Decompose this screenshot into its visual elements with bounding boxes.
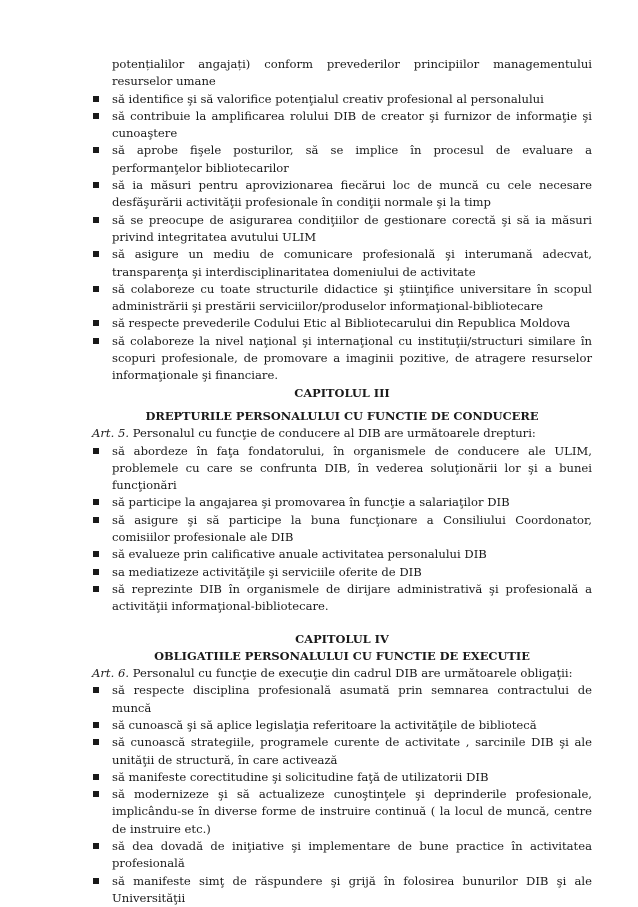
list-item: să asigure un mediu de comunicare profesională şi interumană adecvat, transparenţa şi interdisciplinaritatea domeniului de activitate xyxy=(92,246,592,281)
square-bullet-icon xyxy=(93,569,99,575)
square-bullet-icon xyxy=(93,286,99,292)
list-item: să cunoască şi să aplice legislaţia referitoare la activităţile de bibliotecă xyxy=(92,717,592,734)
square-bullet-icon xyxy=(93,586,99,592)
list-item: să respecte disciplina profesională asumată prin semnarea contractului de muncă xyxy=(92,682,592,717)
chapter-iv-heading: CAPITOLUL IV xyxy=(295,631,389,646)
staff-obligations-list xyxy=(92,682,592,907)
list-item: să se preocupe de asigurarea condiţiilor de gestionare corectă şi să ia măsuri privind integritatea avutului ULIM xyxy=(92,212,592,247)
square-bullet-icon xyxy=(93,499,99,505)
continuation-paragraph: potențialilor angajați) conform prevederilor principiilor managementului resurselor umane xyxy=(112,57,592,89)
square-bullet-icon xyxy=(93,739,99,745)
list-item: să colaboreze la nivel naţional şi internaţional cu instituţii/structuri similare în scopuri profesionale, de promovare a imaginii pozitive, de atragere resurselor informaţionale şi financiare. xyxy=(92,333,592,385)
article-6-intro: Art. 6. Personalul cu funcţie de execuţie din cadrul DIB are următoarele obligaţii: xyxy=(92,666,573,681)
list-item: să colaboreze cu toate structurile didactice şi ştiinţifice universitare în scopul administrării şi prestării serviciilor/produselor informaţional-bibliotecare xyxy=(92,281,592,316)
list-item: să asigure şi să participe la buna funcţionare a Consiliului Coordonator, comisiilor profesionale ale DIB xyxy=(92,512,592,547)
manager-rights-list xyxy=(92,443,592,616)
list-item: să cunoască strategiile, programele curente de activitate , sarcinile DIB şi ale unităţii de structură, în care activează xyxy=(92,734,592,769)
list-item: să contribuie la amplificarea rolului DIB de creator şi furnizor de informaţie şi cunoaştere xyxy=(92,108,592,143)
square-bullet-icon xyxy=(93,517,99,523)
square-bullet-icon xyxy=(93,320,99,326)
square-bullet-icon xyxy=(93,722,99,728)
article-label: Art. 5. xyxy=(92,426,130,441)
square-bullet-icon xyxy=(93,251,99,257)
square-bullet-icon xyxy=(93,217,99,223)
document-body xyxy=(92,56,592,907)
chapter-iii-heading: CAPITOLUL III xyxy=(294,385,390,400)
square-bullet-icon xyxy=(93,551,99,557)
square-bullet-icon xyxy=(93,182,99,188)
square-bullet-icon xyxy=(93,448,99,454)
list-item: să modernizeze şi să actualizeze cunoştinţele şi deprinderile profesionale, implicându-se în diverse forme de instruire continuă ( la locul de muncă, centre de instruire etc.) xyxy=(92,786,592,838)
chapter-iv-title: OBLIGATIILE PERSONALULUI CU FUNCTIE DE EXECUTIE xyxy=(154,648,530,663)
square-bullet-icon xyxy=(93,791,99,797)
square-bullet-icon xyxy=(93,878,99,884)
list-item: să manifeste simţ de răspundere şi grijă în folosirea bunurilor DIB şi ale Universităţii xyxy=(92,873,592,907)
article-label: Art. 6. xyxy=(92,666,130,681)
list-item: sa mediatizeze activităţile şi serviciile oferite de DIB xyxy=(92,564,592,581)
square-bullet-icon xyxy=(93,774,99,780)
list-item: să aprobe fişele posturilor, să se implice în procesul de evaluare a performanţelor bibliotecarilor xyxy=(92,142,592,177)
list-item: să evalueze prin calificative anuale activitatea personalului DIB xyxy=(92,546,592,563)
article-5-intro: Art. 5. Personalul cu funcţie de conducere al DIB are următoarele drepturi: xyxy=(92,426,536,441)
chapter-iii-title: DREPTURILE PERSONALULUI CU FUNCTIE DE CONDUCERE xyxy=(145,408,539,423)
square-bullet-icon xyxy=(93,338,99,344)
list-item: să participe la angajarea şi promovarea în funcţie a salariaţilor DIB xyxy=(92,494,592,511)
square-bullet-icon xyxy=(93,113,99,119)
list-item: să identifice şi să valorifice potenţialul creativ profesional al personalului xyxy=(92,91,592,108)
list-item: să dea dovadă de iniţiative şi implementare de bune practice în activitatea profesională xyxy=(92,838,592,873)
list-item: să ia măsuri pentru aprovizionarea fiecărui loc de muncă cu cele necesare desfăşurării activităţii profesionale în condiţii normale şi la timp xyxy=(92,177,592,212)
square-bullet-icon xyxy=(93,843,99,849)
list-item: să respecte prevederile Codului Etic al Bibliotecarului din Republica Moldova xyxy=(92,315,592,332)
list-item: să manifeste corectitudine şi solicitudine faţă de utilizatorii DIB xyxy=(92,769,592,786)
square-bullet-icon xyxy=(93,147,99,153)
square-bullet-icon xyxy=(93,96,99,102)
list-item: să abordeze în faţa fondatorului, în organismele de conducere ale ULIM, problemele cu care se confrunta DIB, în vederea soluţionării lor şi a bunei funcţionări xyxy=(92,443,592,495)
square-bullet-icon xyxy=(93,687,99,693)
list-item: să reprezinte DIB în organismele de dirijare administrativă şi profesională a activităţii informaţional-bibliotecare. xyxy=(92,581,592,616)
manager-duties-list xyxy=(92,91,592,385)
